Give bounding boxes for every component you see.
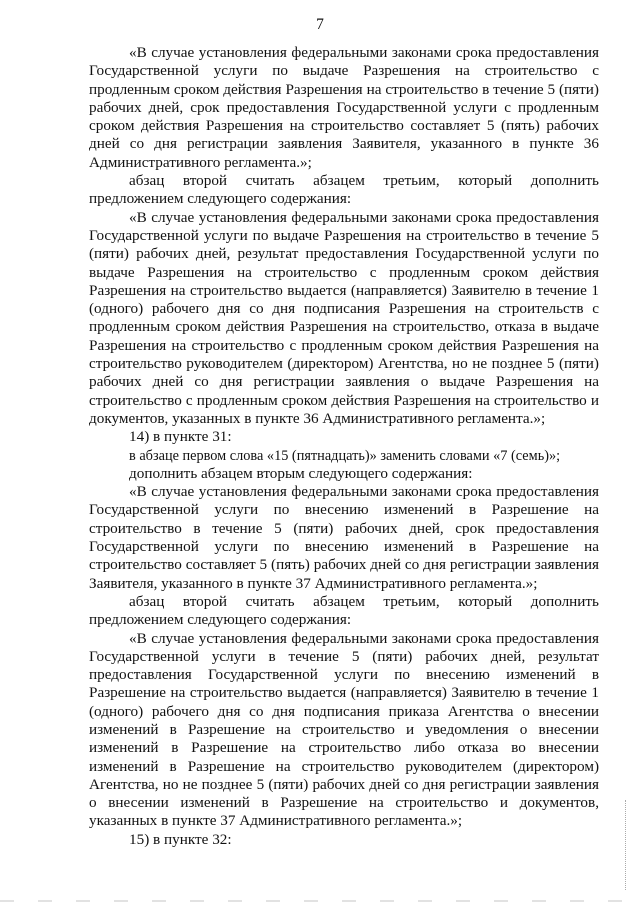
scan-edge-marks <box>621 800 626 890</box>
paragraph-instruction-3: абзац второй считать абзацем третьим, который дополнить предложением следующего содержания: <box>89 592 599 629</box>
page-number: 7 <box>316 16 324 33</box>
paragraph-item-15: 15) в пункте 32: <box>129 830 232 848</box>
paragraph-item-14: 14) в пункте 31: <box>129 428 232 446</box>
paragraph-quote-2: «В случае установления федеральными законами срока предоставления Государственной услуги по выдаче Разрешения на строительство в течение 5 (пяти) рабочих дней, результат предоставления Государственной услуги по выдаче Разрешения на строительство с продленным сроком действия Разрешения на строительство выдается (направляется) Заявителю в течение 1 (одного) рабочего дня со дня подписания Разрешения на строительств с продленным сроком действия Разрешения на строительство, отказа в выдаче Разрешения на строительство с продленным сроком действия Разрешения на строительство руководителем (директором) Агентства, но не позднее 5 (пяти) рабочих дней со дня регистрации заявления о выдаче Разрешения на строительство с продленным сроком действия Разрешения на строительство и документов, указанных в пункте 36 Административного регламента.»; <box>89 208 599 427</box>
paragraph-quote-1: «В случае установления федеральными законами срока предоставления Государственной услуги по выдаче Разрешения на строительство с продленным сроком действия Разрешения на строительство в течение 5 (пяти) рабочих дней, срок предоставления Государственной услуги с продленным сроком действия Разрешения на строительство составляет 5 (пять) рабочих дней со дня регистрации заявления Заявителя, указанного в пункте 36 Административного регламента.»; <box>89 44 599 171</box>
document-body <box>89 44 599 849</box>
paragraph-instruction-2: дополнить абзацем вторым следующего содержания: <box>129 464 473 482</box>
paragraph-quote-3: «В случае установления федеральными законами срока предоставления Государственной услуги по внесению изменений в Разрешение на строительство в течение 5 (пяти) рабочих дней, срок предоставления Государственной услуги по внесению изменений в Разрешение на строительство составляет 5 (пять) рабочих дней со дня регистрации заявления Заявителя, указанного в пункте 37 Административного регламента.»; <box>89 483 599 592</box>
scan-bottom-noise <box>0 900 640 902</box>
paragraph-instruction-1: абзац второй считать абзацем третьим, который дополнить предложением следующего содержания: <box>89 172 599 208</box>
paragraph-replace-words: в абзаце первом слова «15 (пятнадцать)» заменить словами «7 (семь)»; <box>129 447 561 464</box>
paragraph-quote-4: «В случае установления федеральными законами срока предоставления Государственной услуги в течение 5 (пяти) рабочих дней, результат предоставления Государственной услуги по внесению изменений в Разрешение на строительство выдается (направляется) Заявителю в течение 1 (одного) рабочего дня со дня подписания приказа Агентства о внесении изменений в Разрешение на строительство и уведомления о внесении изменений в Разрешение на строительство либо отказа во внесении изменений в Разрешение на строительство руководителем (директором) Агентства, но не позднее 5 (пяти) рабочих дней со дня регистрации заявления о внесении изменений в Разрешение на строительство и документов, указанных в пункте 37 Административного регламента.»; <box>89 629 599 830</box>
